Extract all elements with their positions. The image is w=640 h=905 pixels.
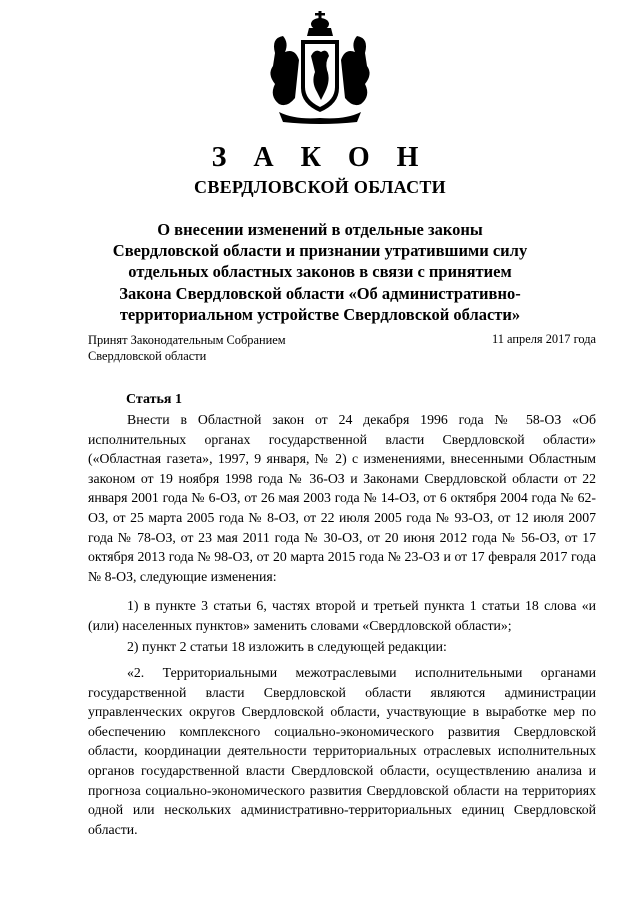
- description-line: территориальном устройстве Свердловской области»: [119, 304, 521, 324]
- article-paragraph: [88, 596, 596, 635]
- article-paragraph: [88, 410, 596, 586]
- adoption-line: Свердловской области: [88, 349, 207, 363]
- adoption-info: [88, 332, 286, 364]
- document-subtitle: СВЕРДЛОВСКОЙ ОБЛАСТИ: [194, 177, 446, 197]
- article-paragraph: [88, 637, 596, 657]
- description-line: О внесении изменений в отдельные законы: [157, 220, 483, 239]
- paragraph-text: «2. Территориальными межотраслевыми исполнительными органами государственной власти Свердловской области являются администрации управленческих округов Свердловской области, участвующие в выработке мер по обеспечению комплексного социально-экономического развития Свердловской области, координации деятельности территориальных отраслевых исполнительных органов государственной власти Свердловской области, осуществлению анализа и прогноза социально-экономического развития Свердловской области на территориях одной или нескольких административно-территориальных единиц Свердловской области.: [88, 665, 596, 837]
- adoption-date: 11 апреля 2017 года: [492, 332, 596, 346]
- document-title: З А К О Н: [211, 142, 429, 173]
- description-line: Закона Свердловской области «Об административно-: [119, 283, 521, 303]
- paragraph-text: 2) пункт 2 статьи 18 изложить в следующей редакции:: [127, 639, 447, 654]
- paragraph-text: Внести в Областной закон от 24 декабря 1996 года № 58-ОЗ «Об исполнительных органах государственной власти Свердловской области» («Областная газета», 1997, 9 января, № 2) с изменениями, внесенными Областным законом от 19 ноября 1998 года № 36-ОЗ и Законами Свердловской области от 22 января 2001 года № 6-ОЗ, от 26 мая 2003 года № 14-ОЗ, от 6 октября 2004 года № 62-ОЗ, от 25 марта 2005 года № 8-ОЗ, от 22 июля 2005 года № 93-ОЗ, от 12 июля 2007 года № 78-ОЗ, от 23 мая 2011 года № 30-ОЗ, от 20 июня 2012 года № 56-ОЗ, от 17 октября 2013 года № 98-ОЗ, от 20 марта 2015 года № 23-ОЗ и от 17 февраля 2017 года № 8-ОЗ, следующие изменения:: [88, 412, 596, 584]
- coat-of-arms-icon: [265, 8, 375, 126]
- adoption-line: Принят Законодательным Собранием: [88, 333, 286, 347]
- article-heading: Статья 1: [126, 392, 182, 407]
- article-paragraph: [88, 663, 596, 839]
- law-description: [0, 219, 640, 325]
- paragraph-text: 1) в пункте 3 статьи 6, частях второй и третьей пункта 1 статьи 18 слова «и (или) населенных пунктов» заменить словами «Свердловской области»;: [88, 598, 596, 633]
- description-line: отдельных областных законов в связи с принятием: [128, 262, 512, 282]
- description-line: Свердловской области и признании утратившими силу: [112, 241, 528, 261]
